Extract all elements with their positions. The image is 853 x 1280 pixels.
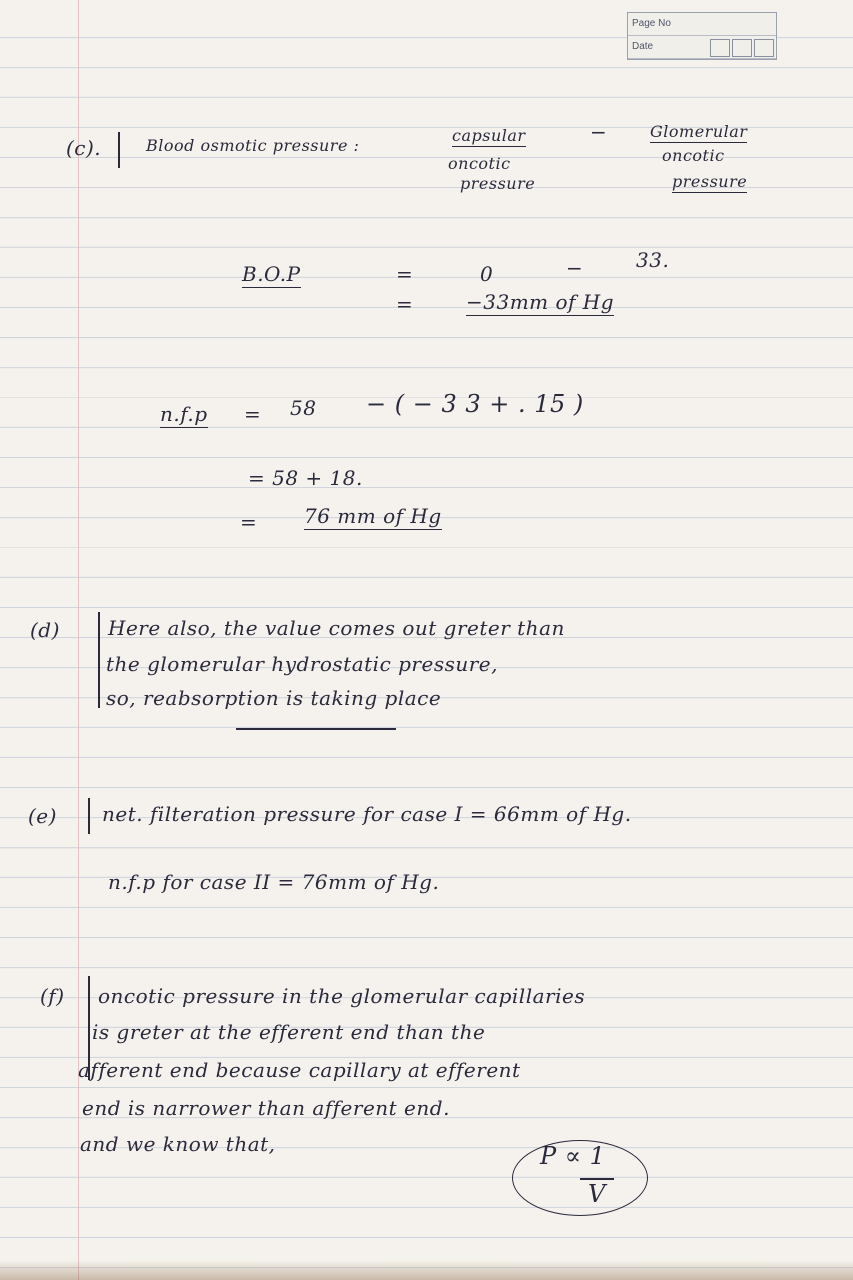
section-d-label: (d): [30, 618, 60, 642]
section-c-term3-line2: oncotic: [662, 146, 725, 165]
section-e-line2: n.f.p for case II = 76mm of Hg.: [108, 870, 440, 894]
section-f-line3: afferent end because capillary at efferent: [78, 1058, 521, 1082]
section-f-line4: end is narrower than afferent end.: [82, 1096, 450, 1120]
nfp-expression: − ( − 3 3 + . 15 ): [366, 390, 584, 418]
section-c-divider: [118, 132, 120, 168]
bop-thirtythree: 33.: [636, 248, 670, 272]
section-c-term2-line2: oncotic: [448, 154, 511, 173]
section-e-divider: [88, 798, 90, 834]
bop-result: −33mm of Hg: [466, 290, 615, 314]
section-d-line2: the glomerular hydrostatic pressure,: [106, 652, 498, 676]
section-c-term1: Blood osmotic pressure :: [146, 136, 360, 155]
bop-equals-2: =: [396, 292, 414, 316]
formula-bottom: V: [588, 1180, 606, 1208]
section-d-line1: Here also, the value comes out greter than: [108, 616, 565, 640]
section-f-line2: is greter at the efferent end than the: [92, 1020, 486, 1044]
bop-minus: −: [566, 256, 584, 280]
nfp-line3: 76 mm of Hg: [304, 504, 442, 528]
nfp-equals: =: [244, 402, 262, 426]
section-c-term3-line3: pressure: [672, 172, 748, 191]
formula-top: P ∝ 1: [540, 1142, 606, 1170]
section-f-label: (f): [40, 984, 65, 1008]
section-d-underline: [236, 728, 396, 730]
section-c-term3-line1: Glomerular: [650, 122, 748, 141]
section-d-line3: so, reabsorption is taking place: [106, 686, 442, 710]
page-bottom-edge: [0, 1260, 853, 1280]
section-e-line1: net. filteration pressure for case I = 66mm of Hg.: [102, 802, 632, 826]
date-cells: [710, 39, 774, 57]
section-f-line5: and we know that,: [80, 1132, 276, 1156]
section-c-term2-line1: capsular: [452, 126, 526, 145]
bop-equals-1: =: [396, 262, 414, 286]
date-label: Date: [628, 36, 776, 59]
section-e-label: (e): [28, 804, 57, 828]
section-d-divider: [98, 612, 100, 708]
page-header-box: [627, 12, 777, 60]
section-c-term2-line3: pressure: [460, 174, 536, 193]
bop-zero: 0: [480, 262, 494, 286]
nfp-label: n.f.p: [160, 402, 208, 426]
nfp-fiftyeight: 58: [290, 396, 317, 420]
page-no-label: Page No: [628, 13, 776, 36]
nfp-line2: = 58 + 18.: [248, 466, 363, 490]
nfp-line3-equals: =: [240, 510, 258, 534]
section-c-minus: −: [590, 120, 608, 144]
section-c-label: (c).: [66, 136, 102, 160]
bop-label: B.O.P: [242, 262, 301, 286]
section-f-line1: oncotic pressure in the glomerular capillaries: [98, 984, 586, 1008]
margin-line: [78, 0, 79, 1280]
